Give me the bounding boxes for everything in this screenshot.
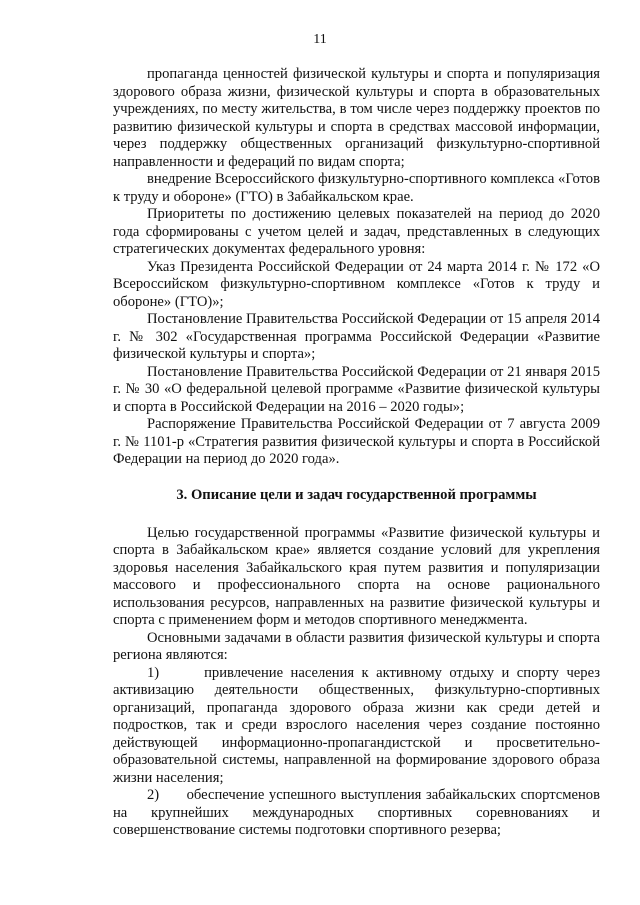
paragraph-resolution-302: Постановление Правительства Российской Федерации от 15 апреля 2014 г. № 302 «Государственная программа Российской Федерации «Развитие физической культуры и спорта»; bbox=[113, 311, 600, 362]
section-heading: 3. Описание цели и задач государственной программы bbox=[176, 486, 537, 503]
paragraph-main-tasks: Основными задачами в области развития физической культуры и спорта региона являются: bbox=[113, 629, 600, 663]
paragraph-program-goal: Целью государственной программы «Развитие физической культуры и спорта в Забайкальском крае» является создание условий для укрепления здоровья населения Забайкальского края путем развития и популяризации массового и профессионального спорта на основе рационального использования ресурсов, направленных на развитие физической культуры и спорта с применением форм и методов спортивного менеджмента. bbox=[113, 524, 600, 628]
list-item-task-2: 2) обеспечение успешного выступления забайкальских спортсменов на крупнейших международных спортивных соревнованиях и совершенствование системы подготовки спортивного резерва; bbox=[113, 787, 604, 838]
paragraph-order-1101: Распоряжение Правительства Российской Федерации от 7 августа 2009 г. № 1101-р «Стратегия развития физической культуры и спорта в Российской Федерации на период до 2020 года». bbox=[113, 416, 600, 467]
paragraph-priorities: Приоритеты по достижению целевых показателей на период до 2020 года сформированы с учетом целей и задач, представленных в следующих стратегических документах федерального уровня: bbox=[113, 206, 600, 257]
paragraph-resolution-30: Постановление Правительства Российской Федерации от 21 января 2015 г. № 30 «О федеральной целевой программе «Развитие физической культуры и спорта в Российской Федерации на 2016 – 2020 годы»; bbox=[113, 363, 600, 415]
paragraph-decree-172: Указ Президента Российской Федерации от 24 марта 2014 г. № 172 «О Всероссийском физкультурно-спортивном комплексе «Готов к труду и обороне» (ГТО)»; bbox=[113, 258, 600, 310]
paragraph-gto-implementation: внедрение Всероссийского физкультурно-спортивного комплекса «Готов к труду и обороне» (ГТО) в Забайкальском крае. bbox=[113, 171, 600, 205]
paragraph-propaganda: пропаганда ценностей физической культуры и спорта и популяризация здорового образа жизни, физической культуры и спорта в образовательных учреждениях, по месту жительства, в том числе через поддержку проектов по развитию физической культуры и спорта в средствах массовой информации, через поддержку общественных организаций физкультурно-спортивной направленности и федераций по видам спорта; bbox=[113, 66, 600, 170]
list-item-task-1: 1) привлечение населения к активному отдыху и спорту через активизацию деятельности общественных, физкультурно-спортивных организаций, пропаганда здорового образа жизни как среди детей и подростков, так и среди взрослого населения через создание постоянно действующей информационно-пропагандистской и просветительно-образовательной системы, направленной на формирование здорового образа жизни населения; bbox=[113, 664, 604, 786]
document-body bbox=[113, 66, 604, 840]
page-number: 11 bbox=[313, 32, 327, 47]
